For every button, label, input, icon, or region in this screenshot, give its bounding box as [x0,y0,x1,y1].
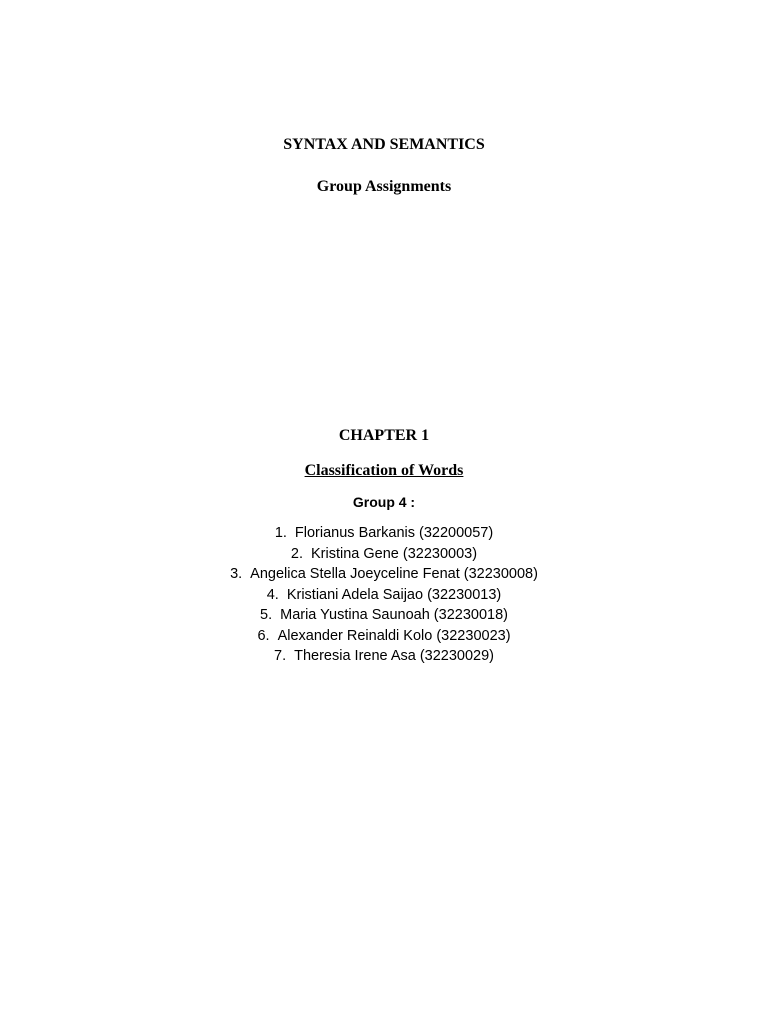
list-item [0,523,768,544]
list-item [0,626,768,647]
list-item-number: 5. [260,607,273,623]
list-item-name: Maria Yustina Saunoah (32230018) [280,607,508,623]
list-item-name: Theresia Irene Asa (32230029) [294,648,494,664]
list-item-name: Alexander Reinaldi Kolo (32230023) [277,627,511,644]
list-item [0,646,768,667]
chapter-heading: CHAPTER 1 [338,427,430,444]
list-item-number: 1. [274,525,287,541]
member-list [0,523,768,667]
list-item [0,564,768,585]
document-subtitle: Group Assignments [316,178,452,195]
group-label: Group 4 : [352,494,416,510]
list-item [0,585,768,606]
list-item-number: 6. [257,627,270,644]
list-item-name: Kristina Gene (32230003) [311,545,478,562]
chapter-title: Classification of Words [304,462,464,479]
list-item-name: Florianus Barkanis (32200057) [294,525,494,541]
list-item-number: 3. [230,566,243,582]
list-item-number: 4. [266,586,279,603]
list-item-number: 2. [290,545,304,562]
list-item-name: Kristiani Adela Saijao (32230013) [286,586,502,603]
document-title: SYNTAX AND SEMANTICS [283,136,485,153]
list-item-number: 7. [274,648,287,664]
list-item [0,605,768,626]
list-item-name: Angelica Stella Joeyceline Fenat (32230008) [250,566,538,582]
list-item [0,544,768,565]
